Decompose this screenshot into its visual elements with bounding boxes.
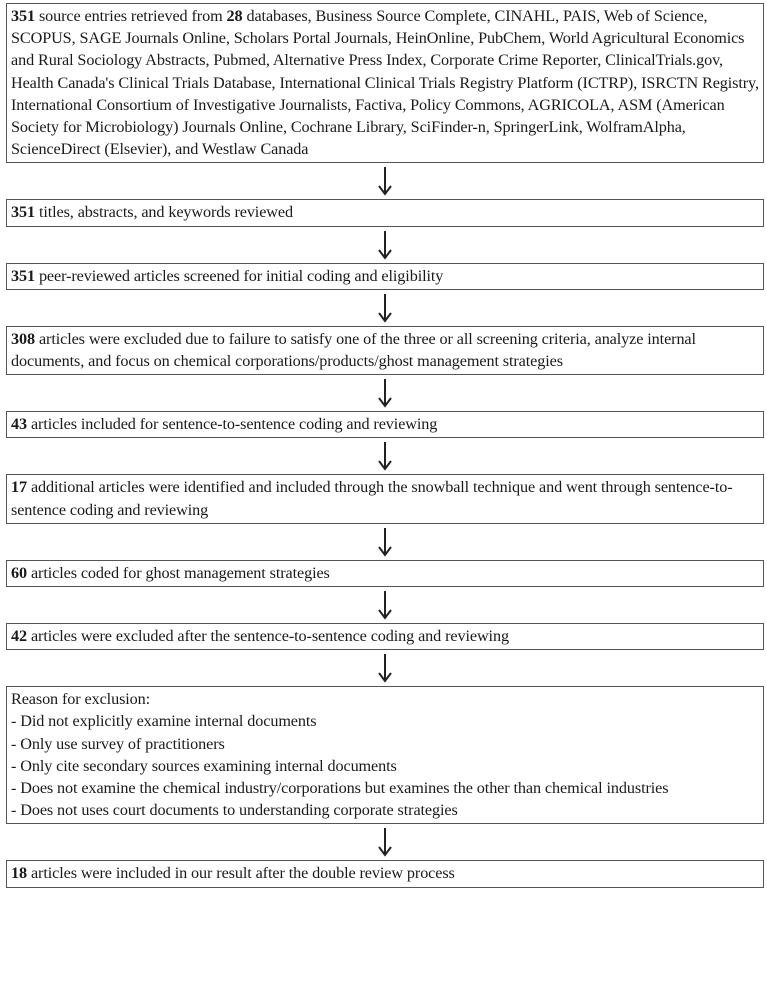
excluded-after-count: 42 bbox=[11, 627, 27, 646]
included-count: 43 bbox=[11, 415, 27, 434]
included-text: articles included for sentence-to-sentence coding and reviewing bbox=[30, 415, 438, 434]
coded-count: 60 bbox=[11, 563, 27, 582]
box-final-included bbox=[6, 860, 764, 887]
exclusion-reason: - Does not uses court documents to understanding corporate strategies bbox=[11, 801, 458, 820]
coded-text: articles coded for ghost management strategies bbox=[30, 563, 330, 582]
box-source-entries bbox=[6, 3, 764, 163]
snowball-count: 17 bbox=[11, 478, 27, 497]
exclusion-reason: - Does not examine the chemical industry/corporations but examines the other than chemical industries bbox=[11, 779, 669, 798]
arrow-down-icon bbox=[375, 163, 395, 199]
exclusion-reason: - Did not explicitly examine internal documents bbox=[11, 712, 317, 731]
box-exclusion-reasons bbox=[6, 686, 764, 824]
source-count: 351 bbox=[11, 7, 35, 25]
box-coded bbox=[6, 560, 764, 587]
arrow-down-icon bbox=[375, 227, 395, 263]
screened-count: 351 bbox=[11, 266, 35, 285]
exclusion-title: Reason for exclusion: bbox=[11, 690, 151, 709]
final-count: 18 bbox=[11, 864, 27, 883]
arrow-down-icon bbox=[375, 524, 395, 560]
database-list: databases, Business Source Complete, CINAHL, PAIS, Web of Science, SCOPUS, SAGE Journals Online, Scholars Portal Journals, HeinOnline, PubChem, World Agricultural Economics and Rural Sociology Abstracts, Pubmed, Alternative Press Index, Corporate Crime Reporter, ClinicalTrials.gov, Health Canada's Clinical Trials Database, International Clinical Trials Registry Platform (ICTRP), ISRCTN Registry, International Consortium of Investigative Journalists, Factiva, Policy Commons, AGRICOLA, ASM (American Society for Microbiology) Journals Online, Cochrane Library, SciFinder-n, SpringerLink, WolframAlpha, ScienceDirect (Elsevier), and Westlaw Canada bbox=[11, 7, 759, 159]
excluded-count: 308 bbox=[11, 329, 35, 348]
arrow-down-icon bbox=[375, 375, 395, 411]
box-included-coding bbox=[6, 411, 764, 438]
arrow-down-icon bbox=[375, 650, 395, 686]
arrow-down-icon bbox=[375, 824, 395, 860]
box-excluded-after-coding bbox=[6, 623, 764, 650]
excluded-after-text: articles were excluded after the sentence-to-sentence coding and reviewing bbox=[30, 627, 509, 646]
flowchart bbox=[6, 3, 764, 888]
arrow-down-icon bbox=[375, 290, 395, 326]
excluded-text: articles were excluded due to failure to satisfy one of the three or all screening criteria, analyze internal documents, and focus on chemical corporations/products/ghost management strategies bbox=[11, 329, 696, 371]
snowball-text: additional articles were identified and included through the snowball technique and went through sentence-to-sentence coding and reviewing bbox=[11, 478, 733, 519]
exclusion-reason: - Only cite secondary sources examining internal documents bbox=[11, 756, 397, 775]
box-titles-reviewed bbox=[6, 199, 764, 226]
exclusion-reason: - Only use survey of practitioners bbox=[11, 734, 225, 753]
arrow-down-icon bbox=[375, 587, 395, 623]
arrow-down-icon bbox=[375, 438, 395, 474]
database-count: 28 bbox=[226, 7, 243, 25]
screened-text: peer-reviewed articles screened for initial coding and eligibility bbox=[38, 266, 444, 285]
titles-text: titles, abstracts, and keywords reviewed bbox=[38, 203, 293, 222]
titles-count: 351 bbox=[11, 203, 35, 222]
box-snowball bbox=[6, 474, 764, 523]
final-text: articles were included in our result after the double review process bbox=[30, 864, 455, 883]
source-text: source entries retrieved from bbox=[38, 7, 223, 25]
box-excluded-screening bbox=[6, 326, 764, 375]
box-screened bbox=[6, 263, 764, 290]
